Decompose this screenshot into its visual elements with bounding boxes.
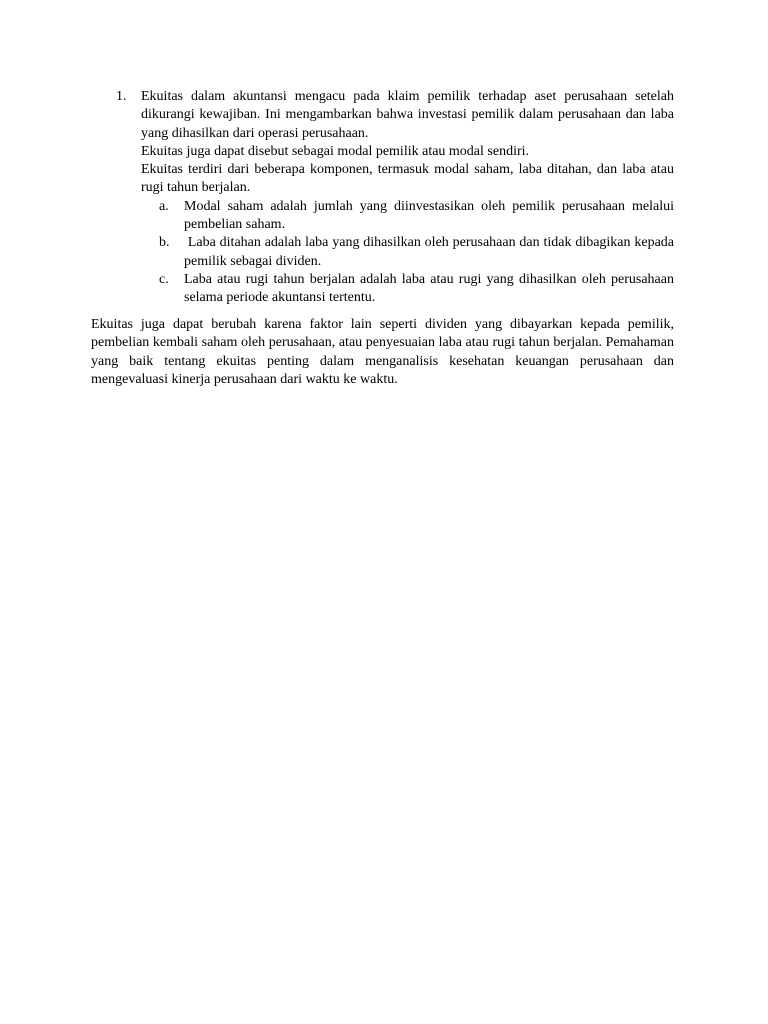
list-number: 1. [116,89,127,104]
sub-text: Modal saham adalah jumlah yang diinvestasikan oleh pemilik perusahaan melalui pembelian saham. [184,198,674,233]
item-paragraph-components: Ekuitas terdiri dari beberapa komponen, termasuk modal saham, laba ditahan, dan laba atau rugi tahun berjalan. [141,162,674,196]
sub-text: Laba atau rugi tahun berjalan adalah laba atau rugi yang dihasilkan oleh perusahaan selama periode akuntansi tertentu. [184,271,674,306]
sub-list-item [141,271,674,308]
closing-paragraph: Ekuitas juga dapat berubah karena faktor lain seperti dividen yang dibayarkan kepada pemilik, pembelian kembali saham oleh perusahaan, atau penyesuaian laba atau rugi tahun berjalan. Pemahaman yang baik tentang ekuitas penting dalam menganalisis kesehatan keuangan perusahaan dan mengevaluasi kinerja perusahaan dari waktu ke waktu. [91,317,674,387]
sub-letter: b. [159,235,170,251]
sub-list-item [141,234,678,271]
item-paragraph-alias: Ekuitas juga dapat disebut sebagai modal pemilik atau modal sendiri. [141,143,530,159]
sub-letter: a. [159,198,169,214]
sub-list-item [141,198,674,235]
sub-letter: c. [159,271,169,287]
sub-list [141,198,678,308]
list-item-body [141,88,678,308]
item-paragraph-definition: Ekuitas dalam akuntansi mengacu pada klaim pemilik terhadap aset perusahaan setelah dikurangi kewajiban. Ini mengambarkan bahwa investasi pemilik dalam perusahaan dan laba yang dihasilkan dari operasi perusahaan. [141,89,674,141]
sub-text: Laba ditahan adalah laba yang dihasilkan oleh perusahaan dan tidak dibagikan kepada pemilik sebagai dividen. [184,235,678,269]
